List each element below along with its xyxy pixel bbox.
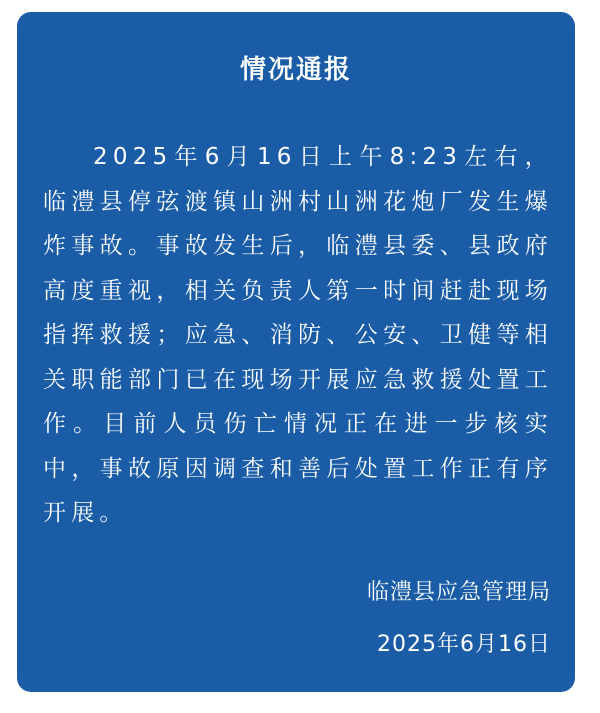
notice-title: 情况通报 [239, 55, 352, 85]
issue-date: 2025年6月16日 [377, 632, 551, 657]
issuer-name: 临澧县应急管理局 [366, 580, 551, 605]
notice-body: 2025年6月16日上午8:23左右，临澧县停弦渡镇山洲村山洲花炮厂发生爆炸事故。事故发生后，临澧县委、县政府高度重视，相关负责人第一时间赶赴现场指挥救援；应急、消防、公安、卫健等相关职能部门已在现场开展应急救援处置工作。目前人员伤亡情况正在进一步核实中，事故原因调查和善后处置工作正有序开展。 [43, 144, 553, 526]
notice-card [17, 12, 575, 692]
